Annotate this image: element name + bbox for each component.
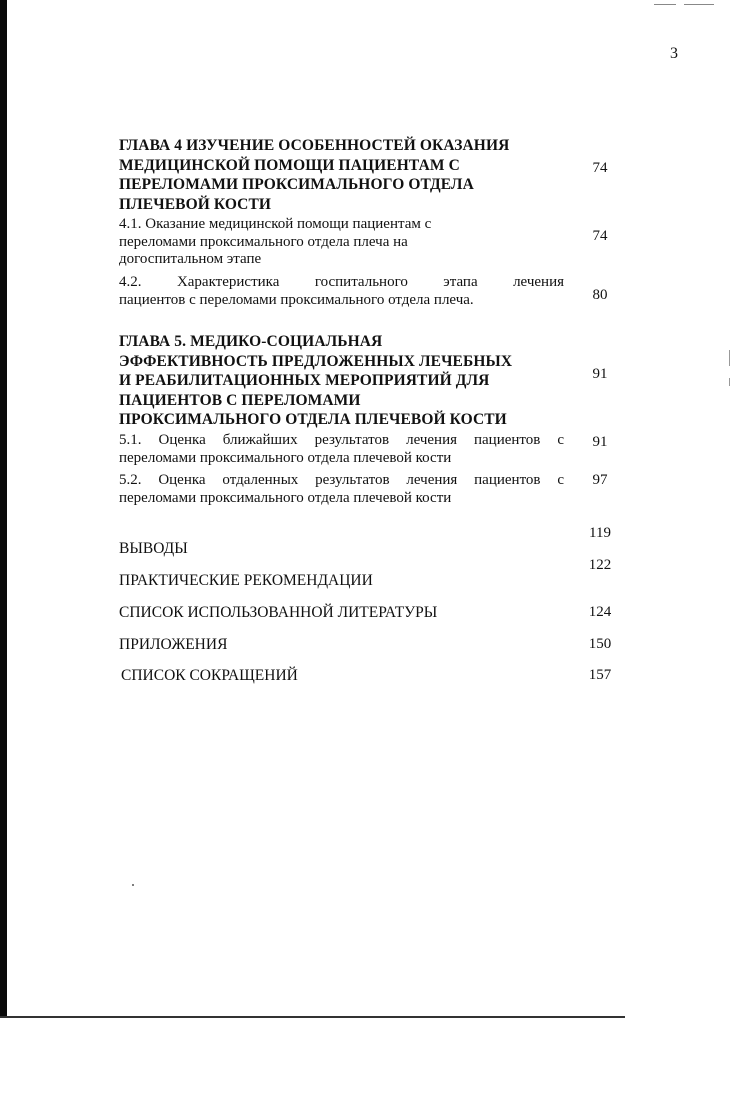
toc-line: 4.1. Оказание медицинской помощи пациентам с [119, 216, 432, 232]
toc-section-4-1[interactable] [119, 216, 564, 269]
toc-line: пациентов с переломами проксимального отдела плеча. [119, 291, 474, 308]
toc-line: МЕДИЦИНСКОЙ ПОМОЩИ ПАЦИЕНТАМ С [119, 156, 460, 174]
toc-chapter-4-title[interactable] [119, 136, 564, 214]
toc-section-4-1-page: 74 [592, 228, 608, 244]
toc-chapter-4-page: 74 [592, 160, 608, 176]
toc-bibliography[interactable]: СПИСОК ИСПОЛЬЗОВАННОЙ ЛИТЕРАТУРЫ [119, 604, 438, 621]
scan-dash [654, 4, 676, 5]
toc-appendices-page: 150 [588, 636, 612, 652]
scan-speck [132, 884, 134, 886]
toc-section-4-2[interactable] [119, 274, 564, 309]
toc-line: ПЛЕЧЕВОЙ КОСТИ [119, 195, 272, 213]
toc-line: переломами проксимального отдела плеча на [119, 233, 408, 250]
page-number: 3 [670, 45, 678, 62]
toc-line: 5.2. Оценка отдаленных результатов лечения пациентов с [119, 472, 564, 488]
toc-conclusions-page: 119 [589, 525, 611, 541]
toc-line: ПРОКСИМАЛЬНОГО ОТДЕЛА ПЛЕЧЕВОЙ КОСТИ [119, 411, 507, 428]
toc-line: 4.2. Характеристика госпитального этапа лечения [119, 274, 564, 290]
toc-line: 5.1. Оценка ближайших результатов лечения пациентов с [119, 432, 564, 448]
toc-section-5-2[interactable] [119, 472, 564, 507]
toc-abbreviations-page: 157 [588, 667, 612, 683]
toc-bibliography-page: 124 [588, 604, 612, 620]
toc-line: ПАЦИЕНТОВ С ПЕРЕЛОМАМИ [119, 391, 361, 409]
toc-section-5-2-page: 97 [592, 472, 608, 488]
toc-line: ЭФФЕКТИВНОСТЬ ПРЕДЛОЖЕННЫХ ЛЕЧЕБНЫХ [119, 352, 513, 370]
toc-section-5-1[interactable] [119, 432, 564, 467]
toc-appendices[interactable]: ПРИЛОЖЕНИЯ [119, 636, 228, 653]
scan-dash [684, 4, 714, 5]
scan-tick [729, 378, 730, 386]
toc-chapter-5-page: 91 [592, 366, 608, 382]
toc-recommendations-page: 122 [588, 557, 612, 573]
toc-line: И РЕАБИЛИТАЦИОННЫХ МЕРОПРИЯТИЙ ДЛЯ [119, 372, 490, 389]
toc-line: догоспитальном этапе [119, 251, 262, 267]
scan-edge-left [0, 0, 7, 1018]
scan-edge-bottom [0, 1016, 625, 1018]
toc-line: переломами проксимального отдела плечевой кости [119, 489, 452, 506]
toc-recommendations[interactable]: ПРАКТИЧЕСКИЕ РЕКОМЕНДАЦИИ [119, 572, 373, 589]
toc-section-4-2-page: 80 [592, 287, 608, 303]
scan-tick [729, 350, 730, 366]
toc-section-5-1-page: 91 [592, 434, 608, 450]
toc-conclusions[interactable]: ВЫВОДЫ [119, 540, 188, 557]
toc-line: ГЛАВА 4 ИЗУЧЕНИЕ ОСОБЕННОСТЕЙ ОКАЗАНИЯ [119, 137, 510, 154]
toc-chapter-5-title[interactable] [119, 332, 564, 430]
toc-line: ПЕРЕЛОМАМИ ПРОКСИМАЛЬНОГО ОТДЕЛА [119, 176, 474, 193]
toc-line: переломами проксимального отдела плечевой кости [119, 449, 452, 466]
toc-abbreviations[interactable]: СПИСОК СОКРАЩЕНИЙ [121, 667, 298, 684]
toc-line: ГЛАВА 5. МЕДИКО-СОЦИАЛЬНАЯ [119, 333, 383, 350]
